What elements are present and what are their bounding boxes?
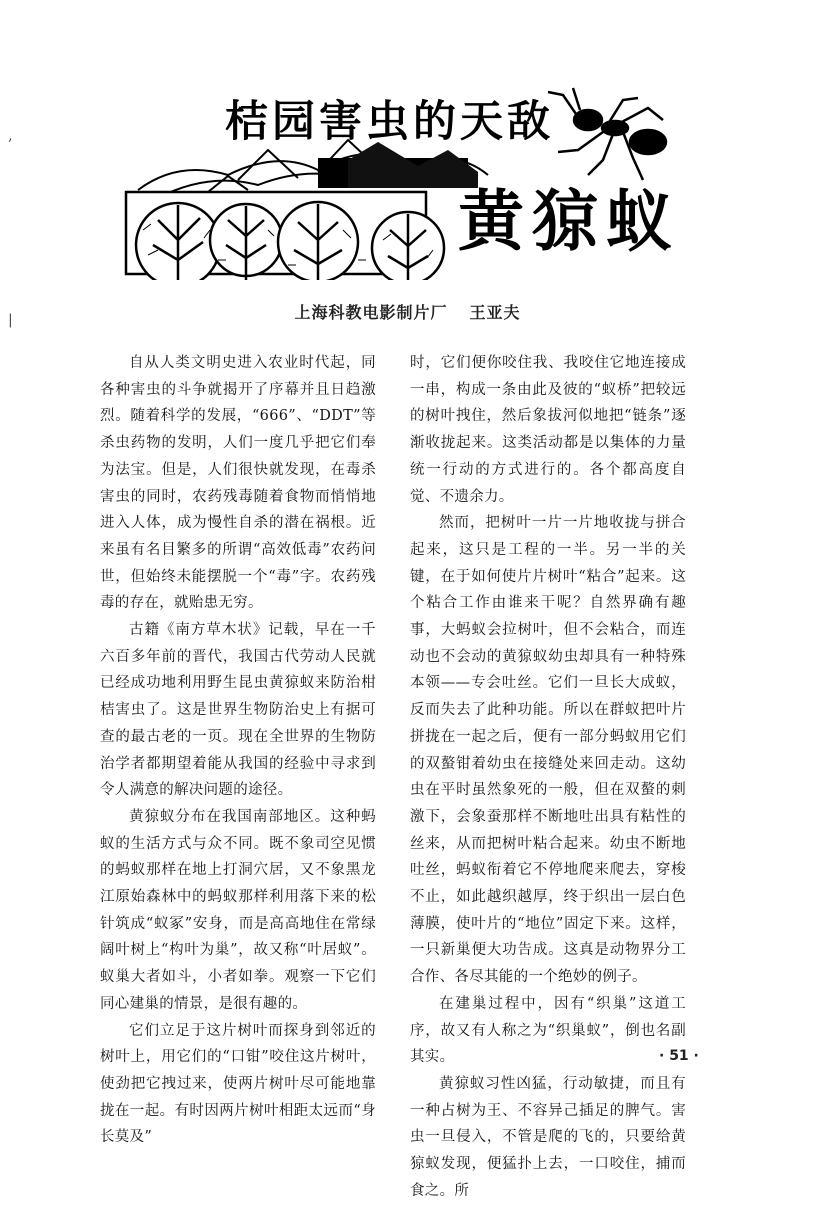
paragraph: 古籍《南方草木状》记载，早在一千六百多年前的晋代，我国古代劳动人民就已经成功地利用野生昆虫黄猄蚁来防治柑桔害虫了。这是世界生物防治史上有据可查的最古老的一页。现在全世界的生物防治学者都期望着能从我国的经验中寻求到令人满意的解决问题的途径。 <box>100 622 376 799</box>
orchard-trees-illustration <box>126 192 444 280</box>
article-subtitle: 黄猄蚁 <box>458 183 680 260</box>
paragraph: 黄猄蚁习性凶猛，行动敏捷，而且有一种占树为王、不容异己插足的脾气。害虫一旦侵入，不管是爬的飞的，只要给黄猄蚁发现，便猛扑上去，一口咬住，捕而食之。所 <box>410 1075 686 1199</box>
byline <box>0 300 815 323</box>
ant-illustration <box>548 88 666 180</box>
article-title: 桔园害虫的天敌 <box>225 97 554 147</box>
paragraph: 然而，把树叶一片一片地收拢与拼合起来，这只是工程的一半。另一半的关键，在于如何使片片树叶“粘合”起来。这个粘合工作由谁来干呢？自然界确有趣事，大蚂蚁会拉树叶，但不会粘合，而连动也不会动的黄猄蚁幼虫却具有一种特殊本领——专会吐丝。它们一旦长大成蚁，反而失去了此种功能。所以在群蚁把叶片拼拢在一起之后，便有一部分蚂蚁用它们的双螯钳着幼虫在接缝处来回走动。这幼虫在平时虽然象死的一般，但在双螯的刺激下，会象蚕那样不断地吐出具有粘性的丝来，从而把树叶粘合起来。幼虫不断地吐丝，蚂蚁衔着它不停地爬来爬去，穿梭不止，如此越织越厚，终于织出一层白色薄膜，使叶片的“地位”固定下来。这样，一只新巢便大功告成。这真是动物界分工合作、各尽其能的一个绝妙的例子。 <box>410 515 686 986</box>
paragraph: 时，它们便你咬住我、我咬住它地连接成一串，构成一条由此及彼的“蚁桥”把较远的树叶拽住，然后象拔河似地把“链条”逐渐收拢起来。这类活动都是以集体的力量统一行动的方式进行的。各个都高度自觉、不遗余力。 <box>410 355 686 505</box>
paragraph: 自从人类文明史进入农业时代起，同各种害虫的斗争就揭开了序幕并且日趋激烈。随着科学的发展，“666”、“DDT”等杀虫药物的发明，人们一度几乎把它们奉为法宝。但是，人们很快就发现，在毒杀害虫的同时，农药残毒随着食物而悄悄地进入人体，成为慢性自杀的潜在祸根。近来虽有名目繁多的所谓“高效低毒”农药问世，但始终未能摆脱一个“毒”字。农药残毒的存在，就贻患无穷。 <box>100 355 376 612</box>
page-number: · 51 · <box>659 1048 699 1064</box>
byline-organization: 上海科教电影制片厂 <box>294 303 448 322</box>
paragraph: 黄猄蚁分布在我国南部地区。这种蚂蚁的生活方式与众不同。既不象司空见惯的蚂蚁那样在地上打洞穴居，又不象黑龙江原始森林中的蚂蚁那样利用落下来的松针筑成“蚁冢”安身，而是高高地住在常绿阔叶树上“构叶为巢”，故又称“叶居蚁”。蚁巢大者如斗，小者如拳。观察一下它们同心建巢的情景，是很有趣的。 <box>100 808 376 1012</box>
paragraph: 它们立足于这片树叶而探身到邻近的树叶上，用它们的“口钳”咬住这片树叶，使劲把它拽过来，使两片树叶尽可能地靠拢在一起。有时因两片树叶相距太远而“身长莫及” <box>100 1022 376 1146</box>
left-column <box>100 350 376 1151</box>
paragraph: 在建巢过程中，因有“织巢”这道工序，故又有人称之为“织巢蚁”，倒也名副其实。 <box>410 995 686 1066</box>
right-column <box>410 350 686 1205</box>
byline-author: 王亚夫 <box>469 303 521 322</box>
margin-mark: ‚ <box>8 128 13 144</box>
margin-mark: | <box>8 312 13 328</box>
